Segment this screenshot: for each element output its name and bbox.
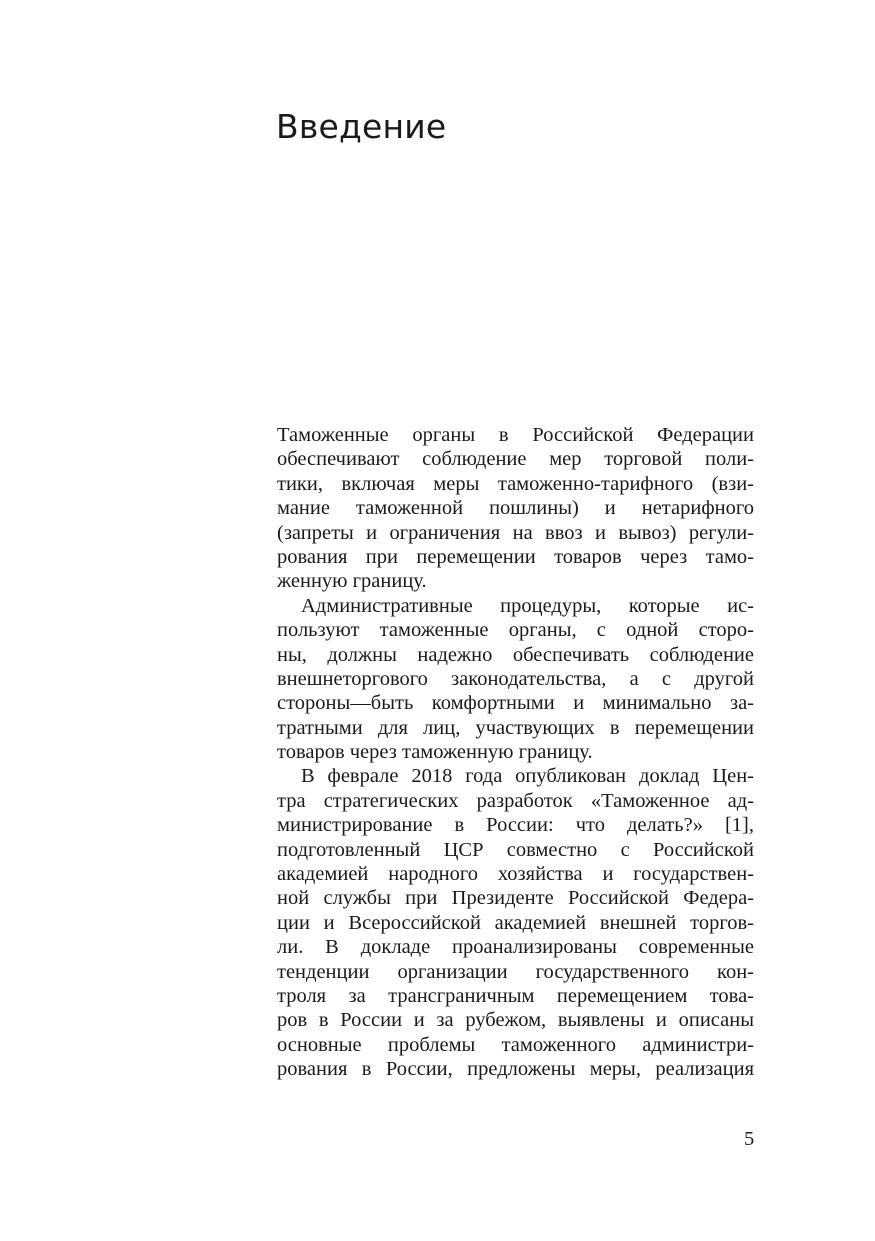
text-line: мание таможенной пошлины) и нетарифного	[277, 497, 754, 520]
text-line: Таможенные органы в Российской Федерации	[277, 424, 754, 446]
text-line: троля за трансграничным перемещением това-	[277, 984, 754, 1007]
text-line: В феврале 2018 года опубликован доклад Цен-	[301, 765, 754, 788]
chapter-title: Введение	[276, 107, 447, 146]
paragraph-2	[277, 594, 754, 765]
text-line: основные проблемы таможенного администри-	[277, 1033, 754, 1056]
text-line: стороны—быть комфортными и минимально за-	[277, 692, 754, 715]
text-line: тенденции организации государственного кон-	[277, 960, 754, 983]
text-line: рования при перемещении товаров через тамо-	[277, 545, 754, 568]
text-line: академией народного хозяйства и государствен-	[277, 863, 754, 886]
text-line: ции и Всероссийской академией внешней торгов-	[277, 911, 754, 934]
text-line: пользуют таможенные органы, с одной сторо-	[277, 619, 754, 642]
text-line: ли. В докладе проанализированы современные	[277, 936, 754, 959]
body-text	[277, 423, 754, 1082]
text-line: обеспечивают соблюдение мер торговой поли-	[277, 448, 754, 471]
text-line: ны, должны надежно обеспечивать соблюдение	[277, 643, 754, 666]
paragraph-1	[277, 423, 754, 594]
text-line: (запреты и ограничения на ввоз и вывоз) регули-	[277, 521, 754, 544]
text-line: товаров через таможенную границу.	[277, 741, 593, 764]
text-line: рования в России, предложены меры, реализация	[277, 1058, 754, 1081]
text-line: тики, включая меры таможенно-тарифного (взи-	[277, 472, 754, 495]
text-line: внешнеторгового законодательства, а с другой	[277, 667, 754, 690]
page-number: 5	[744, 1128, 755, 1150]
text-line: подготовленный ЦСР совместно с Российской	[277, 838, 754, 861]
text-line: Административные процедуры, которые ис-	[301, 594, 754, 617]
text-line: ной службы при Президенте Российской Федера-	[277, 887, 754, 910]
paragraph-3	[277, 764, 754, 1081]
text-line: министрирование в России: что делать?» [1],	[277, 814, 754, 837]
text-line: женную границу.	[277, 570, 427, 593]
text-line: тра стратегических разработок «Таможенное ад-	[277, 789, 754, 812]
text-line: тратными для лиц, участвующих в перемещении	[277, 716, 754, 739]
text-line: ров в России и за рубежом, выявлены и описаны	[277, 1009, 754, 1032]
